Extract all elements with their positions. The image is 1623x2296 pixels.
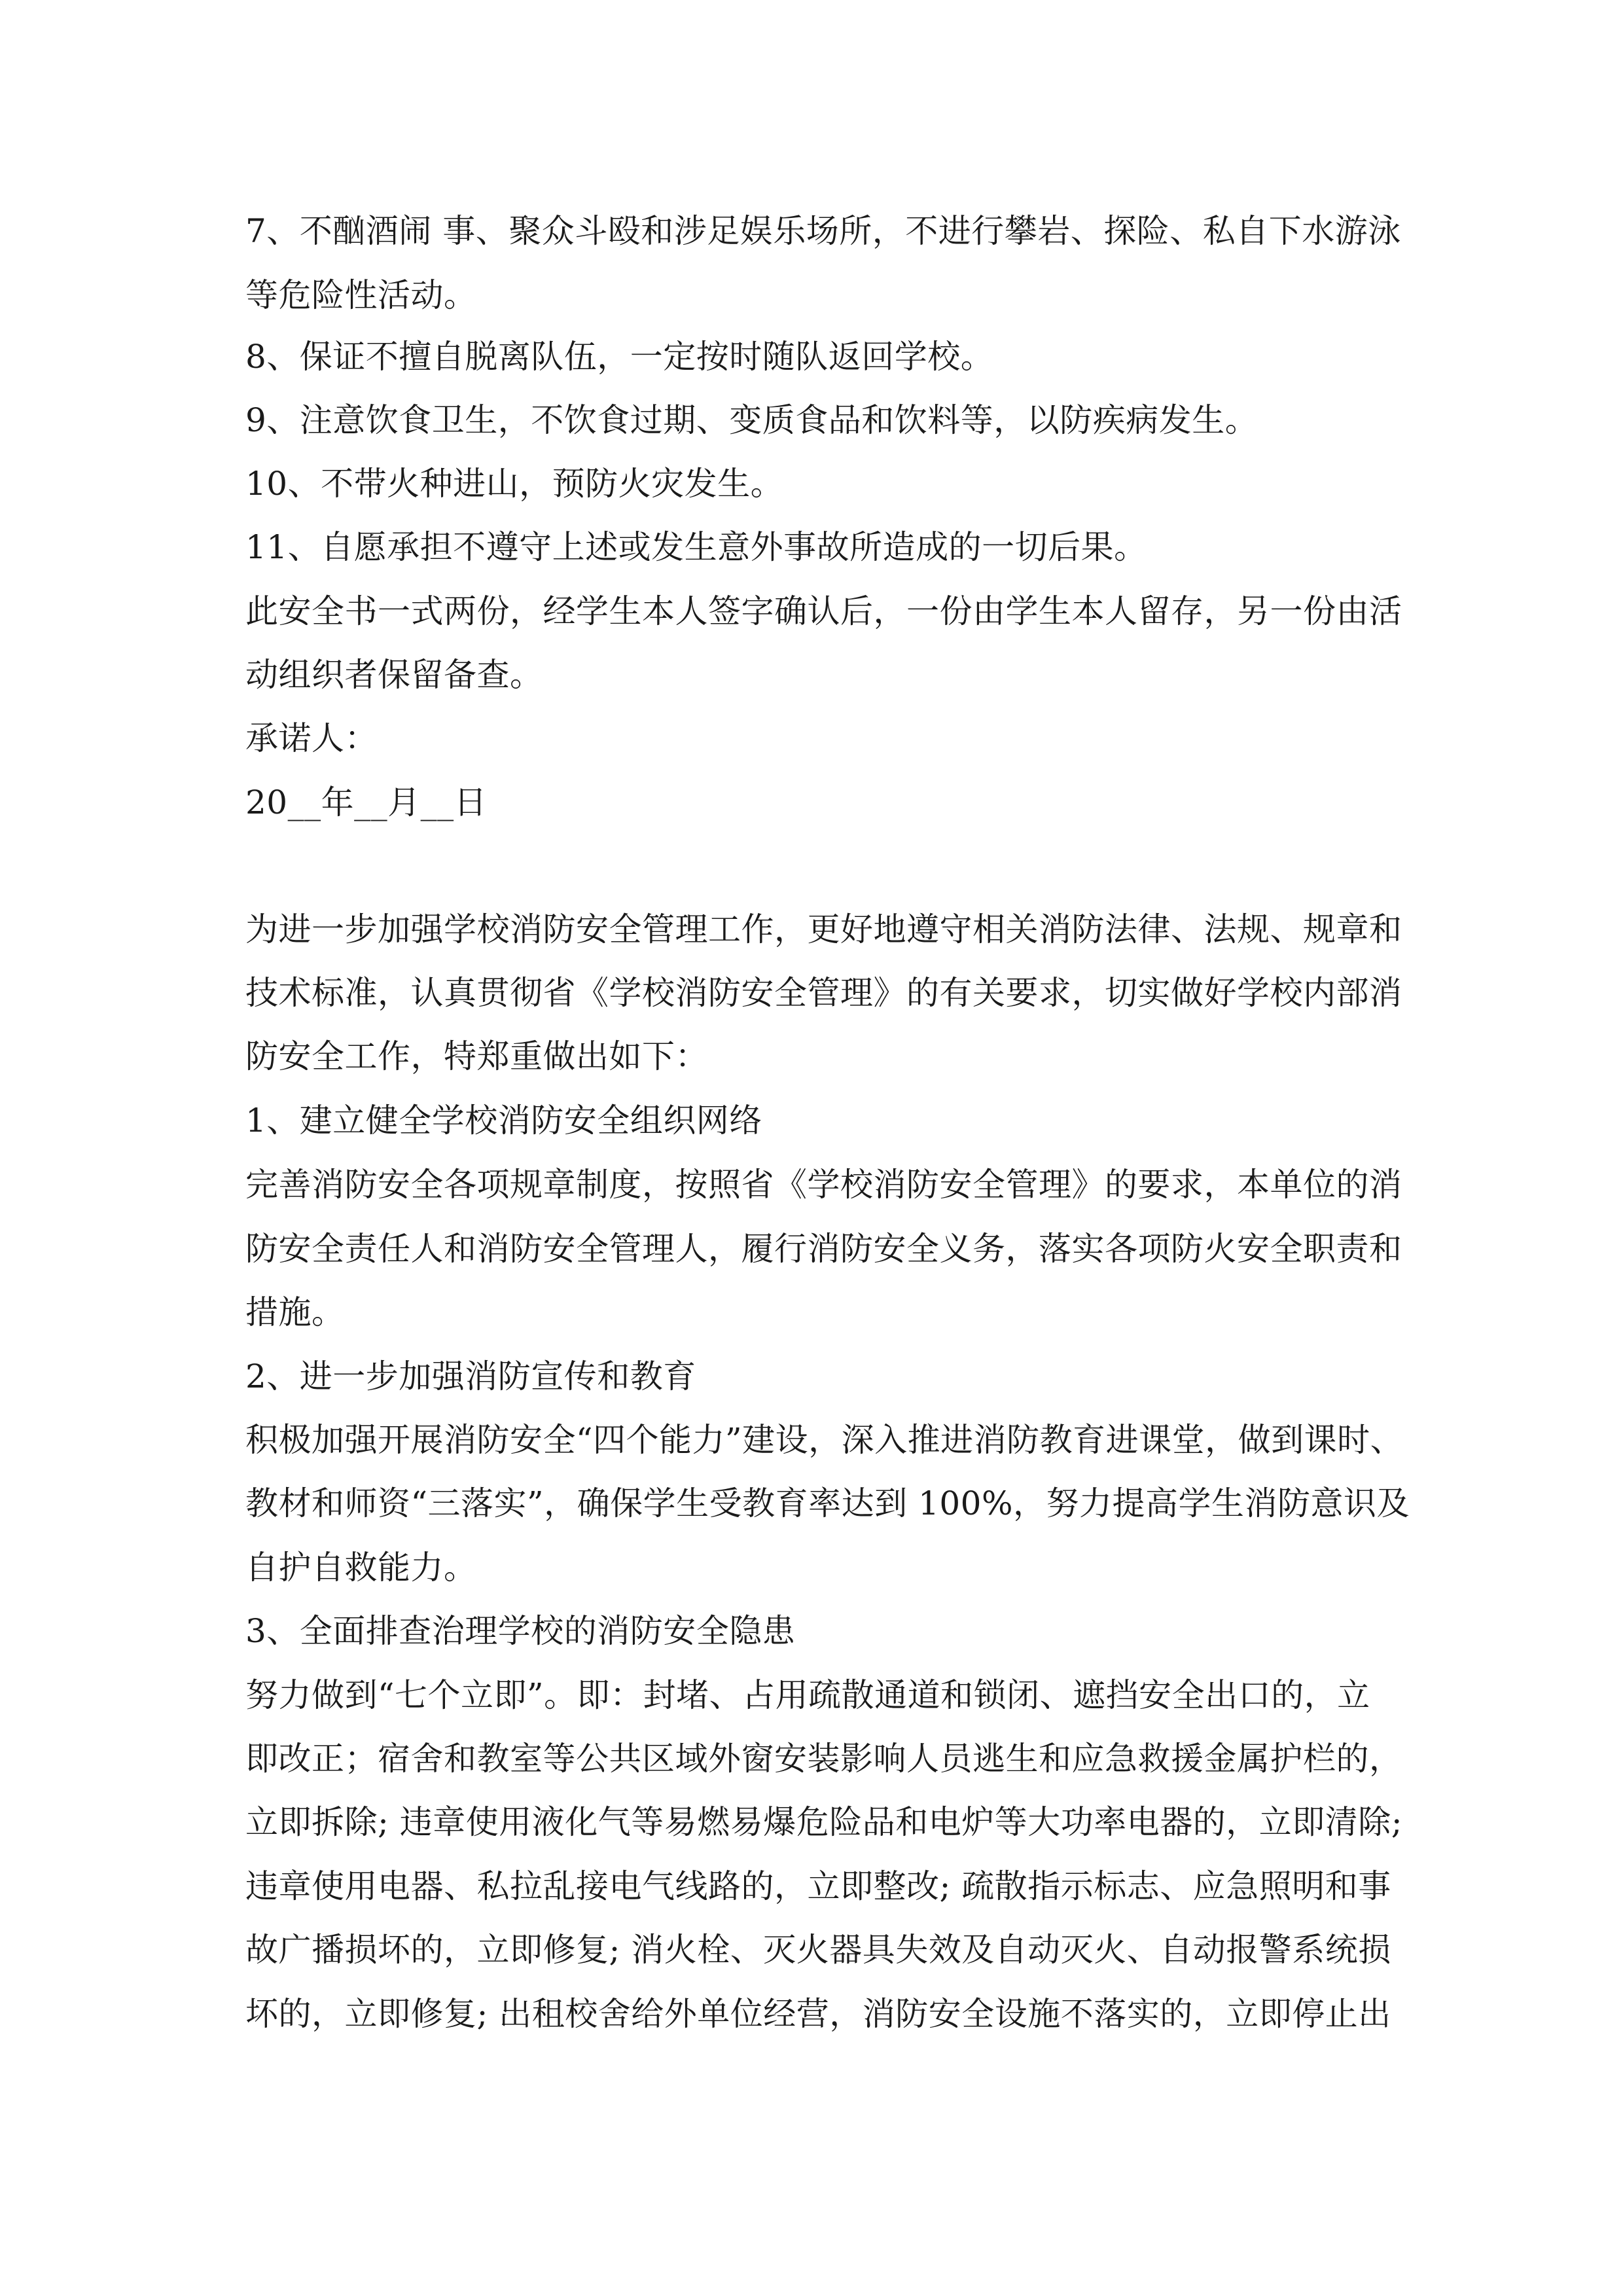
text-line: 7、不酗酒闹 事、聚众斗殴和涉足娱乐场所，不进行攀岩、探险、私自下水游泳 xyxy=(245,212,1401,250)
text-line: 立即拆除; 违章使用液化气等易燃易爆危险品和电炉等大功率电器的，立即清除; xyxy=(245,1803,1403,1841)
text-line: 故广播损坏的，立即修复; 消火栓、灭火器具失效及自动灭火、自动报警系统损 xyxy=(245,1931,1391,1969)
text-line: 教材和师资“三落实”，确保学生受教育率达到 100%，努力提高学生消防意识及 xyxy=(245,1484,1410,1522)
text-line: 11、自愿承担不遵守上述或发生意外事故所造成的一切后果。 xyxy=(245,528,1147,566)
signer-label: 承诺人： xyxy=(245,719,378,757)
text-line: 即改正；宿舍和教室等公共区域外窗安装影响人员逃生和应急救援金属护栏的， xyxy=(245,1740,1402,1778)
text-line: 防安全工作，特郑重做出如下： xyxy=(245,1037,708,1075)
text-line: 此安全书一式两份，经学生本人签字确认后，一份由学生本人留存，另一份由活 xyxy=(245,592,1402,630)
text-line: 完善消防安全各项规章制度，按照省《学校消防安全管理》的要求，本单位的消 xyxy=(245,1166,1402,1204)
text-line: 动组织者保留备查。 xyxy=(245,656,543,694)
text-line: 防安全责任人和消防安全管理人，履行消防安全义务，落实各项防火安全职责和 xyxy=(245,1230,1402,1268)
section-heading: 2、进一步加强消防宣传和教育 xyxy=(245,1357,696,1395)
text-line: 积极加强开展消防安全“四个能力”建设，深入推进消防教育进课堂，做到课时、 xyxy=(245,1421,1404,1459)
section-heading: 1、建立健全学校消防安全组织网络 xyxy=(245,1102,762,1139)
text-line: 技术标准，认真贯彻省《学校消防安全管理》的有关要求，切实做好学校内部消 xyxy=(245,974,1402,1012)
date-line: 20__年__月__日 xyxy=(245,783,488,821)
text-line: 违章使用电器、私拉乱接电气线路的，立即整改; 疏散指示标志、应急照明和事 xyxy=(245,1867,1391,1905)
text-line: 10、不带火种进山，预防火灾发生。 xyxy=(245,465,784,503)
text-line: 努力做到“七个立即”。即：封堵、占用疏散通道和锁闭、遮挡安全出口的，立 xyxy=(245,1676,1370,1714)
text-line: 9、注意饮食卫生，不饮食过期、变质食品和饮料等，以防疾病发生。 xyxy=(245,401,1258,439)
text-line: 措施。 xyxy=(245,1293,345,1331)
text-line: 为进一步加强学校消防安全管理工作，更好地遵守相关消防法律、法规、规章和 xyxy=(245,910,1402,948)
text-line: 自护自救能力。 xyxy=(245,1549,477,1587)
section-heading: 3、全面排查治理学校的消防安全隐患 xyxy=(245,1612,796,1650)
text-line: 8、保证不擅自脱离队伍，一定按时随队返回学校。 xyxy=(245,338,994,376)
text-line: 等危险性活动。 xyxy=(245,276,477,314)
text-line: 坏的，立即修复; 出租校舍给外单位经营，消防安全设施不落实的，立即停止出 xyxy=(245,1995,1391,2033)
